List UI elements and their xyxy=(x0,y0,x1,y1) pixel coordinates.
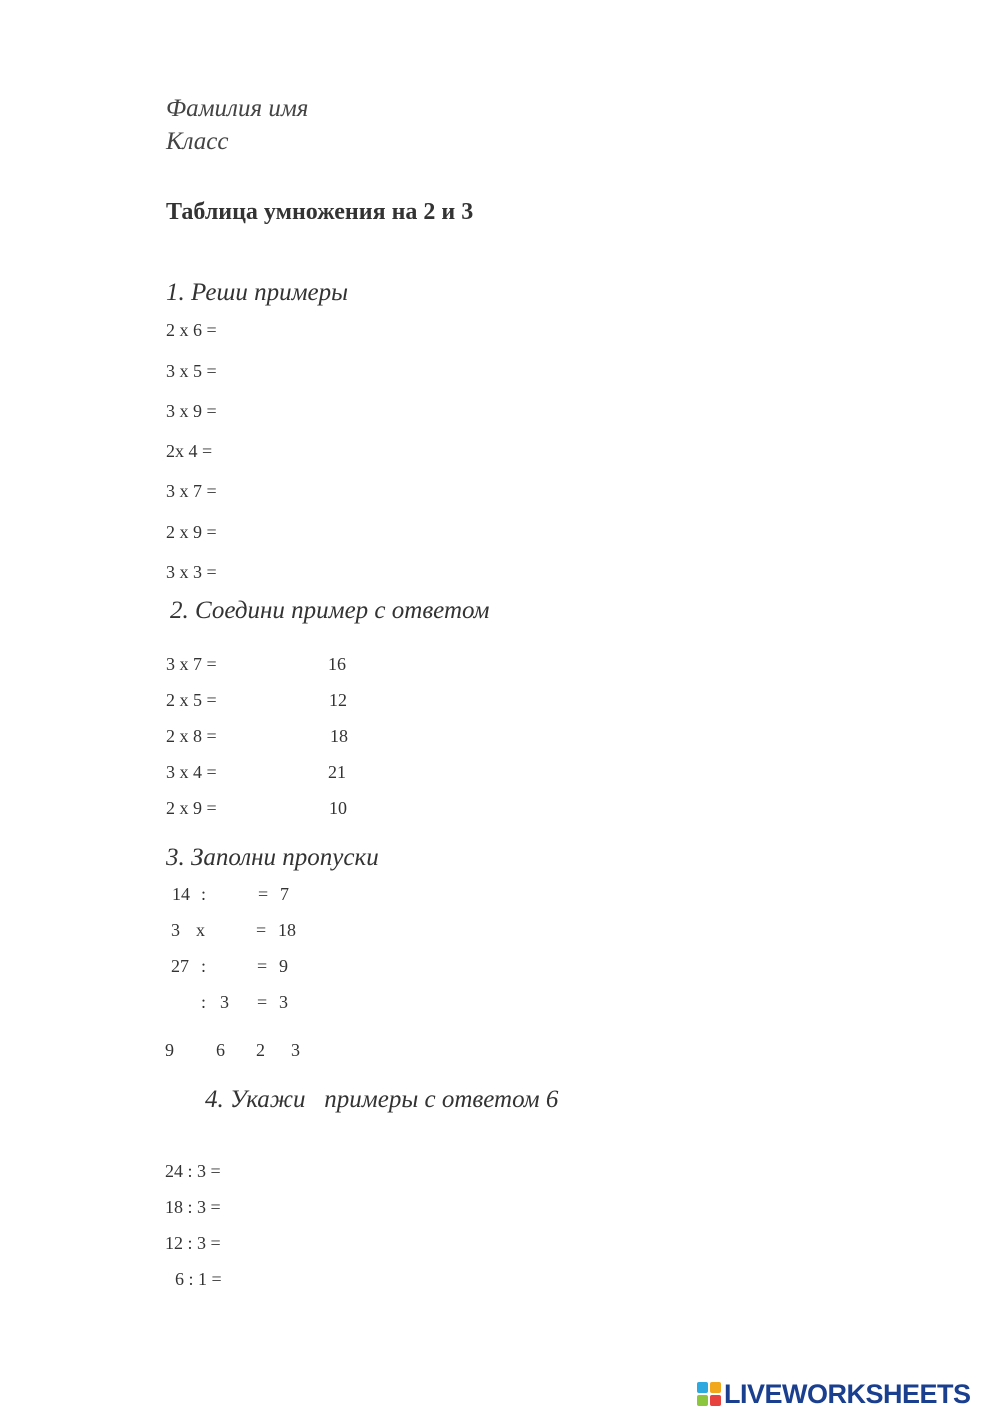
task2-example: 2 x 5 = xyxy=(166,690,217,710)
logo-square xyxy=(710,1395,721,1406)
task1-example: 2 x 6 = xyxy=(166,320,217,340)
task3-right-operand: 3 xyxy=(220,992,229,1012)
task1-heading: 1. Реши примеры xyxy=(166,279,349,306)
task2-answer: 12 xyxy=(329,690,347,710)
page-title: Таблица умножения на 2 и 3 xyxy=(166,199,474,225)
task3-result: 7 xyxy=(280,884,289,904)
task3-left-operand: 14 xyxy=(172,884,190,904)
task3-option[interactable]: 2 xyxy=(256,1040,265,1060)
task3-equals: = xyxy=(257,992,268,1012)
task1-example: 3 x 9 = xyxy=(166,401,217,421)
task1-example: 2 x 9 = xyxy=(166,522,217,542)
logo-square xyxy=(697,1382,708,1393)
student-name-label: Фамилия имя xyxy=(166,95,309,122)
task3-operator: x xyxy=(196,920,205,940)
task3-result: 9 xyxy=(279,956,288,976)
task3-equals: = xyxy=(257,956,268,976)
task3-equals: = xyxy=(258,884,269,904)
task3-operator: : xyxy=(201,956,207,976)
task3-operator: : xyxy=(201,884,207,904)
task3-heading: 3. Заполни пропуски xyxy=(166,844,379,871)
task3-result: 18 xyxy=(278,920,296,940)
logo-square xyxy=(697,1395,708,1406)
task4-example: 24 : 3 = xyxy=(165,1161,221,1181)
task2-example: 3 x 4 = xyxy=(166,762,217,782)
task3-option[interactable]: 9 xyxy=(165,1040,174,1060)
task3-left-operand: 27 xyxy=(171,956,189,976)
task4-example: 6 : 1 = xyxy=(175,1269,222,1289)
task2-answer: 16 xyxy=(328,654,346,674)
task3-equals: = xyxy=(256,920,267,940)
task3-left-operand: 3 xyxy=(171,920,180,940)
task3-option[interactable]: 6 xyxy=(216,1040,225,1060)
class-label: Класс xyxy=(166,128,229,155)
task3-result: 3 xyxy=(279,992,288,1012)
task1-example: 3 x 5 = xyxy=(166,361,217,381)
task1-example: 3 x 7 = xyxy=(166,481,217,501)
task2-example: 3 x 7 = xyxy=(166,654,217,674)
task2-answer: 18 xyxy=(330,726,348,746)
task3-operator: : xyxy=(201,992,207,1012)
task3-option[interactable]: 3 xyxy=(291,1040,300,1060)
task4-example: 18 : 3 = xyxy=(165,1197,221,1217)
liveworksheets-logo xyxy=(697,1380,971,1408)
task2-answer: 10 xyxy=(329,798,347,818)
task2-answer: 21 xyxy=(328,762,346,782)
task2-heading: 2. Соедини пример с ответом xyxy=(170,597,490,624)
liveworksheets-wordmark: LIVEWORKSHEETS xyxy=(724,1378,971,1409)
task1-example: 3 x 3 = xyxy=(166,562,217,582)
task4-example: 12 : 3 = xyxy=(165,1233,221,1253)
task2-example: 2 x 8 = xyxy=(166,726,217,746)
task2-example: 2 x 9 = xyxy=(166,798,217,818)
task4-heading: 4. Укажи примеры с ответом 6 xyxy=(205,1086,559,1113)
logo-square xyxy=(710,1382,721,1393)
liveworksheets-logo-icon xyxy=(697,1382,721,1406)
task1-example: 2x 4 = xyxy=(166,441,213,461)
